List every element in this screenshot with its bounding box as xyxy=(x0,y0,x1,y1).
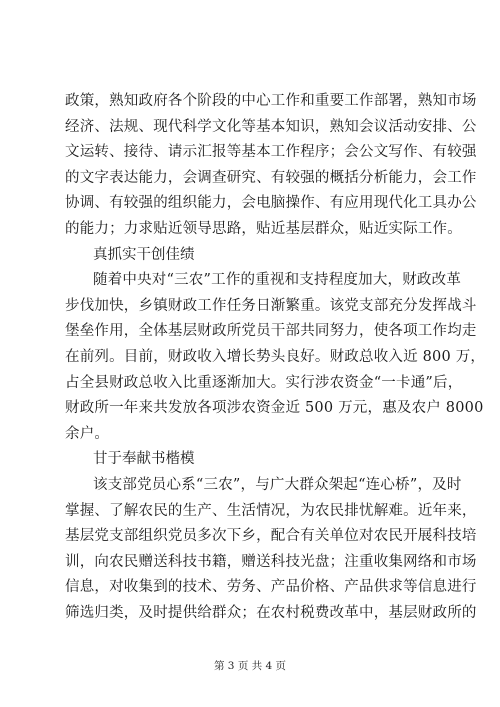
text-line: 政策，熟知政府各个阶段的中心工作和重要工作部署，熟知市场 xyxy=(65,93,477,109)
text-line: 训，向农民赠送科技书籍，赠送科技光盘；注重收集网络和市场 xyxy=(65,553,477,570)
text-line: 堡垒作用，全体基层财政所党员干部共同努力，使各项工作均走 xyxy=(65,323,477,340)
text-line: 筛选归类，及时提供给群众；在农村税费改革中，基层财政所的 xyxy=(65,604,477,621)
section-heading-achievements: 真抓实干创佳绩 xyxy=(93,246,195,263)
text-line: 基层党支部组织党员多次下乡，配合有关单位对农民开展科技培 xyxy=(65,528,477,545)
paragraph-achievements xyxy=(65,268,486,447)
text-line: 占全县财政总收入比重逐渐加大。实行涉农资金“一卡通”后， xyxy=(65,374,463,391)
text-line: 掌握、了解农民的生产、生活情况，为农民排忧解难。近年来， xyxy=(65,502,477,519)
text-line: 随着中央对“三农”工作的重视和支持程度加大，财政改革 xyxy=(93,272,462,289)
paragraph-dedication xyxy=(65,473,477,627)
text-line: 文运转、接待、请示汇报等基本工作程序；会公文写作、有较强 xyxy=(65,144,477,161)
text-line: 财政所一年来共发放各项涉农资金近 500 万元，惠及农户 8000 xyxy=(65,400,484,417)
text-line: 的文字表达能力，会调查研究、有较强的概括分析能力，会工作 xyxy=(65,169,477,186)
paragraph-qualifications xyxy=(65,89,477,243)
page-number-footer: 第 3 页 共 4 页 xyxy=(213,660,287,672)
text-line: 的能力；力求贴近领导思路，贴近基层群众，贴近实际工作。 xyxy=(65,220,462,237)
text-line: 协调、有较强的组织能力，会电脑操作、有应用现代化工具办公 xyxy=(65,195,477,212)
text-line: 信息，对收集到的技术、劳务、产品价格、产品供求等信息进行 xyxy=(65,579,477,596)
text-line: 步伐加快，乡镇财政工作任务日渐繁重。该党支部充分发挥战斗 xyxy=(65,297,477,314)
document-body xyxy=(65,89,486,626)
section-heading-dedication: 甘于奉献书楷模 xyxy=(93,451,195,468)
text-line: 在前列。目前，财政收入增长势头良好。财政总收入近 800 万， xyxy=(65,348,486,365)
text-line: 该支部党员心系“三农”，与广大群众架起“连心桥”，及时 xyxy=(93,476,462,493)
text-line: 余户。 xyxy=(65,425,110,442)
text-line: 经济、法规、现代科学文化等基本知识，熟知会议活动安排、公 xyxy=(65,118,477,135)
